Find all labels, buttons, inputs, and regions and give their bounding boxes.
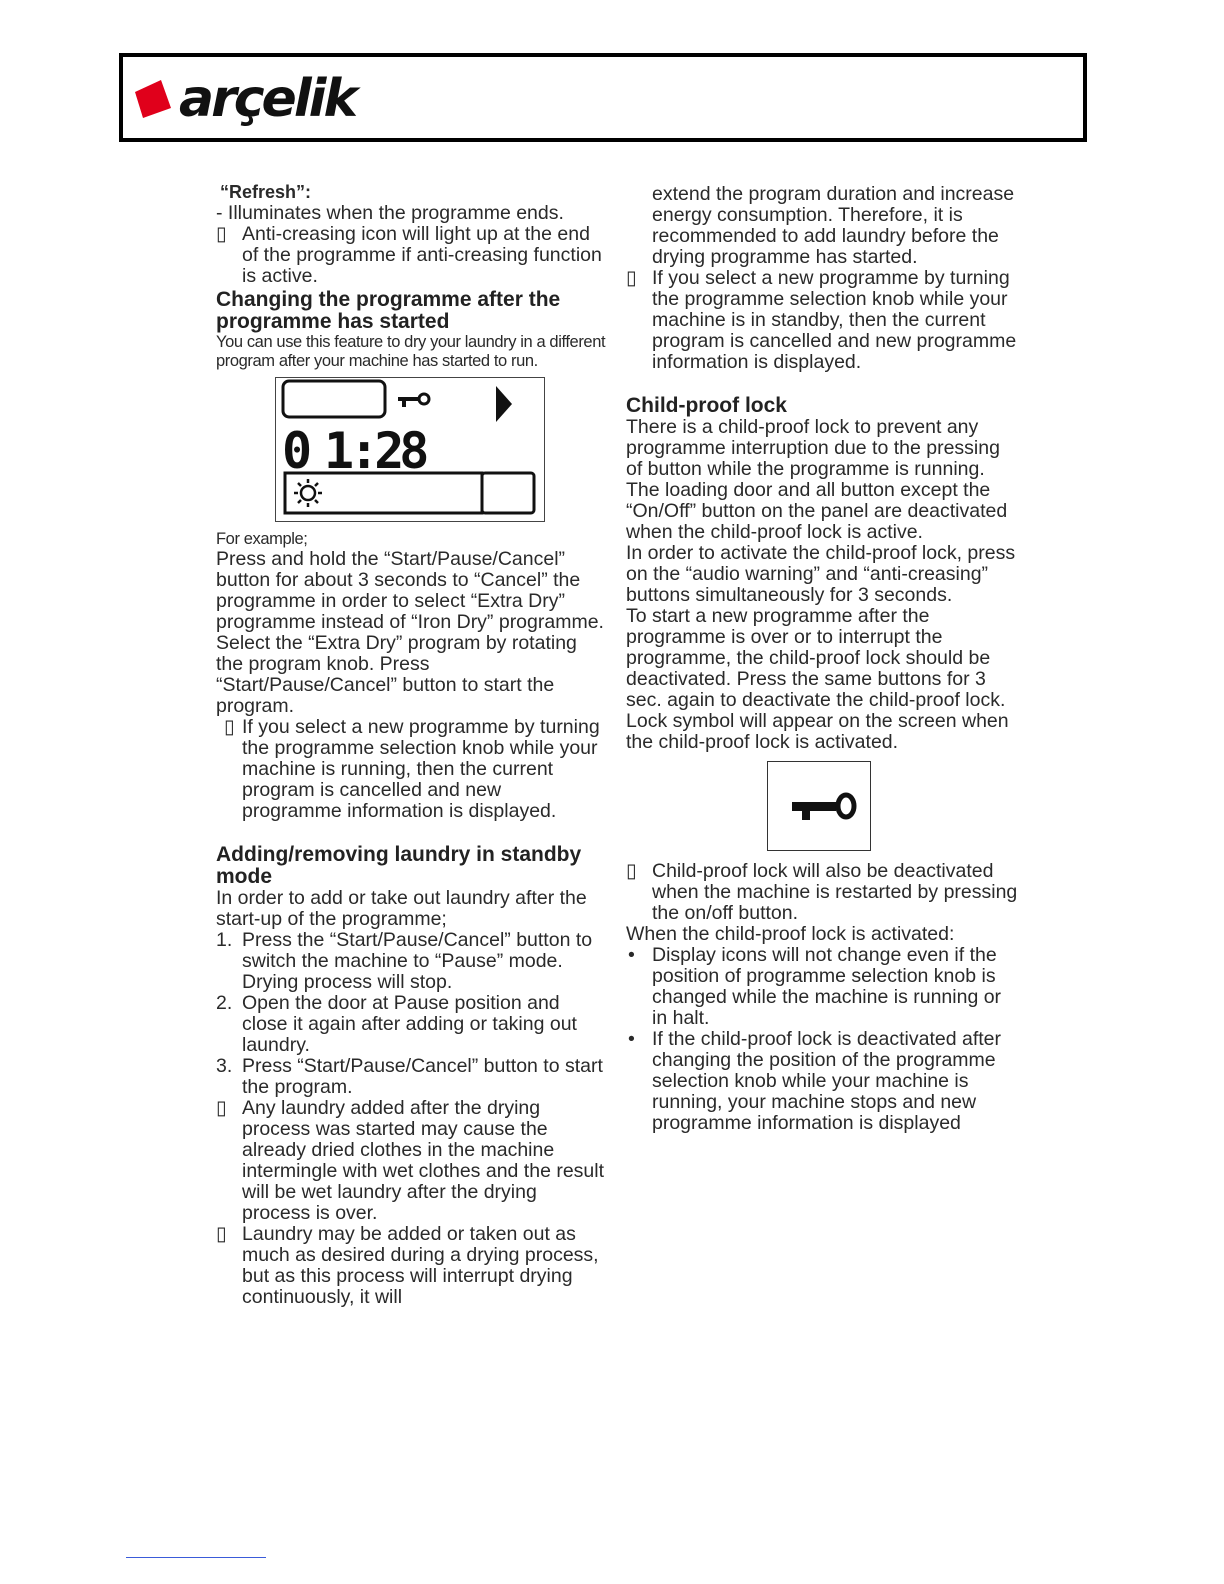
note-mark: ▯ (216, 1097, 227, 1119)
adding-intro: In order to add or take out laundry after the start-up of the programme; (216, 887, 587, 930)
continuation-text: extend the program duration and increase energy consumption. Therefore, it is recommended to add laundry before the drying programme has started. (652, 183, 1015, 268)
running-note-item (224, 717, 606, 822)
lcd-time-digit: 0 (282, 422, 313, 480)
play-icon (496, 386, 512, 422)
step-number: 2. (216, 992, 233, 1014)
childlock-paragraph-1: There is a child-proof lock to prevent any programme interruption due to the pressing of button while the programme is running. The loading door and all button except the “On/Off” button on the panel are deactivated when the child-proof lock is active. (626, 416, 1008, 543)
lcd-time-clock: 1:28 (324, 422, 425, 480)
brand-name: arçelik (179, 69, 356, 129)
bullet-item (626, 1029, 1021, 1134)
changing-intro: You can use this feature to dry your laundry in a different program after your machine has started to run. (216, 333, 606, 370)
adding-note-item (216, 1224, 606, 1308)
brand-mark-icon (131, 78, 173, 120)
childlock-paragraph-3: To start a new programme after the programme is over or to interrupt the programme, the child-proof lock should be deactivated. Press the same buttons for 3 sec. again to deactivate the child-proof lock. (626, 605, 1006, 711)
step-number: 1. (216, 929, 233, 951)
step-item (216, 993, 606, 1056)
standby-note-item (626, 268, 1021, 373)
note-mark: ▯ (216, 223, 227, 245)
refresh-title: “Refresh”: (220, 182, 312, 202)
step-number: 3. (216, 1055, 233, 1077)
header-box (119, 53, 1087, 142)
step-item (216, 930, 606, 993)
adding-note-1: Any laundry added after the drying process was started may cause the already dried clothes in the machine intermingle with wet clothes and the result will be wet laundry after the drying process is over. (242, 1097, 605, 1224)
bullet-mark: • (628, 944, 635, 966)
step-item (216, 1056, 606, 1098)
activated-intro: When the child-proof lock is activated: (626, 923, 955, 945)
sun-icon (294, 479, 322, 507)
bullet-item (626, 945, 1021, 1029)
adding-note-item (216, 1098, 606, 1224)
brand-logo (131, 69, 355, 129)
running-note: If you select a new programme by turning the programme selection knob while your machine is running, then the current program is cancelled and new programme information is displayed. (242, 716, 600, 822)
example-text: Press and hold the “Start/Pause/Cancel” button for about 3 seconds to “Cancel” the programme in order to select “Extra Dry” programme instead of “Iron Dry” programme. Select the “Extra Dry” program by rotating the program knob. Press “Start/Pause/Cancel” button to start the program. (216, 548, 604, 717)
step-text: Open the door at Pause position and close it again after adding or taking out laundry. (242, 992, 577, 1056)
refresh-note: Anti-creasing icon will light up at the end of the programme if anti-creasing function is active. (242, 223, 602, 287)
bullet-text: If the child-proof lock is deactivated after changing the position of the programme selection knob while your machine is running, your machine stops and new programme information is displayed (652, 1028, 1002, 1134)
step-text: Press “Start/Pause/Cancel” button to start the program. (242, 1055, 603, 1098)
childlock-note-item (626, 861, 1021, 924)
footer-link-underline[interactable] (126, 1557, 266, 1558)
refresh-description: - Illuminates when the programme ends. (216, 202, 564, 224)
lcd-panel (276, 378, 544, 521)
adding-heading: Adding/removing laundry in standby mode (216, 843, 582, 888)
note-mark: ▯ (626, 860, 637, 882)
changing-heading: Changing the programme after the programme has started (216, 288, 561, 333)
childlock-heading: Child-proof lock (626, 394, 787, 417)
note-item (216, 224, 606, 287)
childlock-paragraph-2: In order to activate the child-proof lock, press on the “audio warning” and “anti-creasing” buttons simultaneously for 3 seconds. (626, 542, 1016, 606)
bullet-text: Display icons will not change even if the position of programme selection knob is changed while the machine is running or in halt. (652, 944, 1002, 1029)
example-label: For example; (216, 530, 308, 548)
lcd-display-illustration (275, 377, 545, 522)
note-mark: ▯ (216, 1223, 227, 1245)
childlock-note: Child-proof lock will also be deactivated when the machine is restarted by pressing the on/off button. (652, 860, 1018, 924)
lock-symbol-illustration (767, 761, 871, 851)
standby-note: If you select a new programme by turning the programme selection knob while your machine is in standby, then the current program is cancelled and new programme information is displayed. (652, 267, 1017, 373)
key-icon (768, 762, 870, 850)
note-mark: ▯ (626, 267, 637, 289)
left-column (216, 182, 606, 1308)
adding-note-2: Laundry may be added or taken out as much as desired during a drying process, but as this process will interrupt drying continuously, it will (242, 1223, 599, 1308)
key-icon (398, 394, 429, 407)
note-mark: ▯ (224, 716, 235, 738)
step-text: Press the “Start/Pause/Cancel” button to switch the machine to “Pause” mode. Drying process will stop. (242, 929, 593, 993)
childlock-paragraph-4: Lock symbol will appear on the screen when the child-proof lock is activated. (626, 710, 1009, 753)
bullet-mark: • (628, 1028, 635, 1050)
right-column (626, 184, 1021, 1134)
